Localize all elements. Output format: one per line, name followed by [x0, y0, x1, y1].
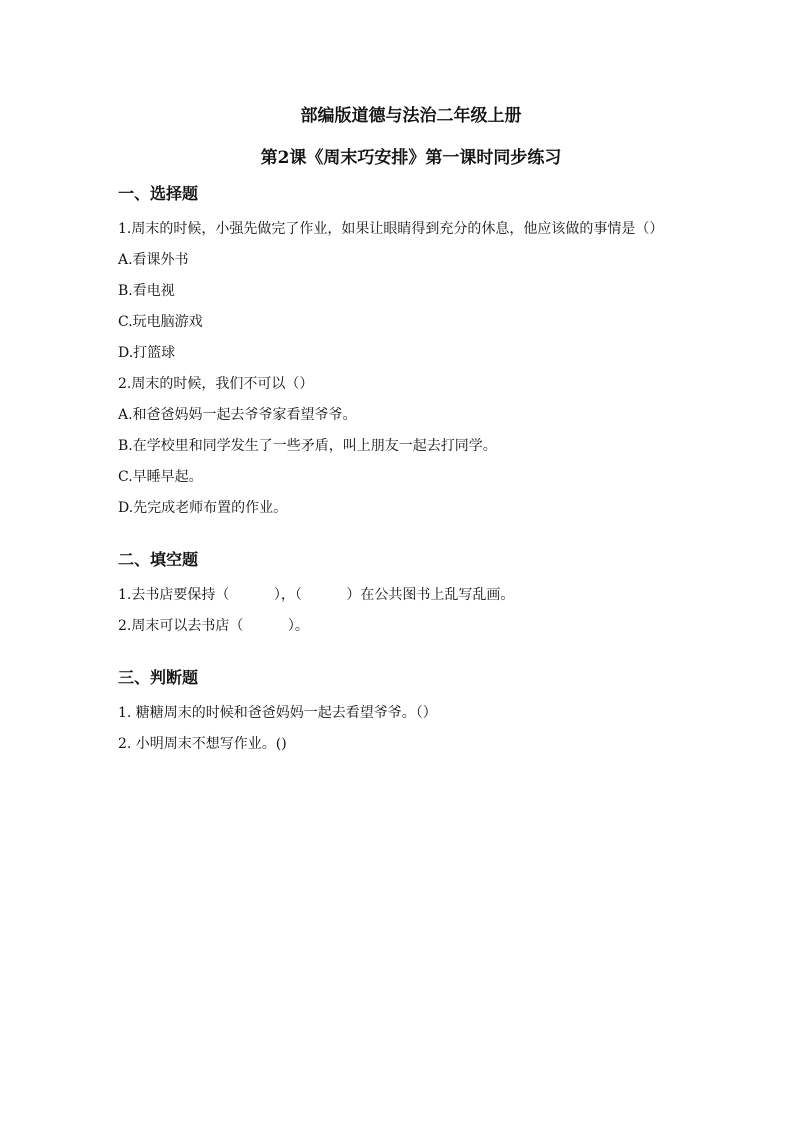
option-item: C.早睡早起。 [118, 469, 203, 485]
option-item: A.和爸爸妈妈一起去爷爷家看望爷爷。 [118, 407, 357, 423]
section-heading: 三、判断题 [118, 668, 199, 687]
section-true-false [118, 667, 698, 760]
worksheet-page [118, 104, 698, 760]
option-item: D.打篮球 [118, 345, 176, 361]
question-text: 1.去书店要保持（ ），（ ）在公共图书上乱写乱画。 [118, 587, 515, 603]
section-multiple-choice [118, 183, 698, 524]
option-item: B.看电视 [118, 283, 175, 299]
option-item: C.玩电脑游戏 [118, 314, 203, 330]
question-text: 2.周末的时候，我们不可以（） [118, 376, 314, 392]
section-fill-in-blank [118, 549, 698, 642]
option-item: D.先完成老师布置的作业。 [118, 500, 288, 516]
section-heading: 二、填空题 [118, 550, 199, 569]
option-item: A.看课外书 [118, 252, 189, 268]
section-spacer [118, 642, 698, 667]
document-title: 部编版道德与法治二年级上册 [300, 106, 522, 126]
section-heading: 一、选择题 [118, 184, 199, 203]
lesson-title: 第2课《周末巧安排》第一课时同步练习 [260, 148, 562, 168]
question-text: 1.周末的时候，小强先做完了作业，如果让眼睛得到充分的休息，他应该做的事情是（） [118, 221, 664, 237]
section-spacer [118, 524, 698, 549]
question-text: 1. 糖糖周末的时候和爸爸妈妈一起去看望爷爷。（） [118, 705, 437, 721]
option-item: B.在学校里和同学发生了一些矛盾，叫上朋友一起去打同学。 [118, 438, 497, 454]
question-text: 2. 小明周末不想写作业。() [118, 736, 287, 752]
question-text: 2.周末可以去书店（ ）。 [118, 618, 309, 634]
